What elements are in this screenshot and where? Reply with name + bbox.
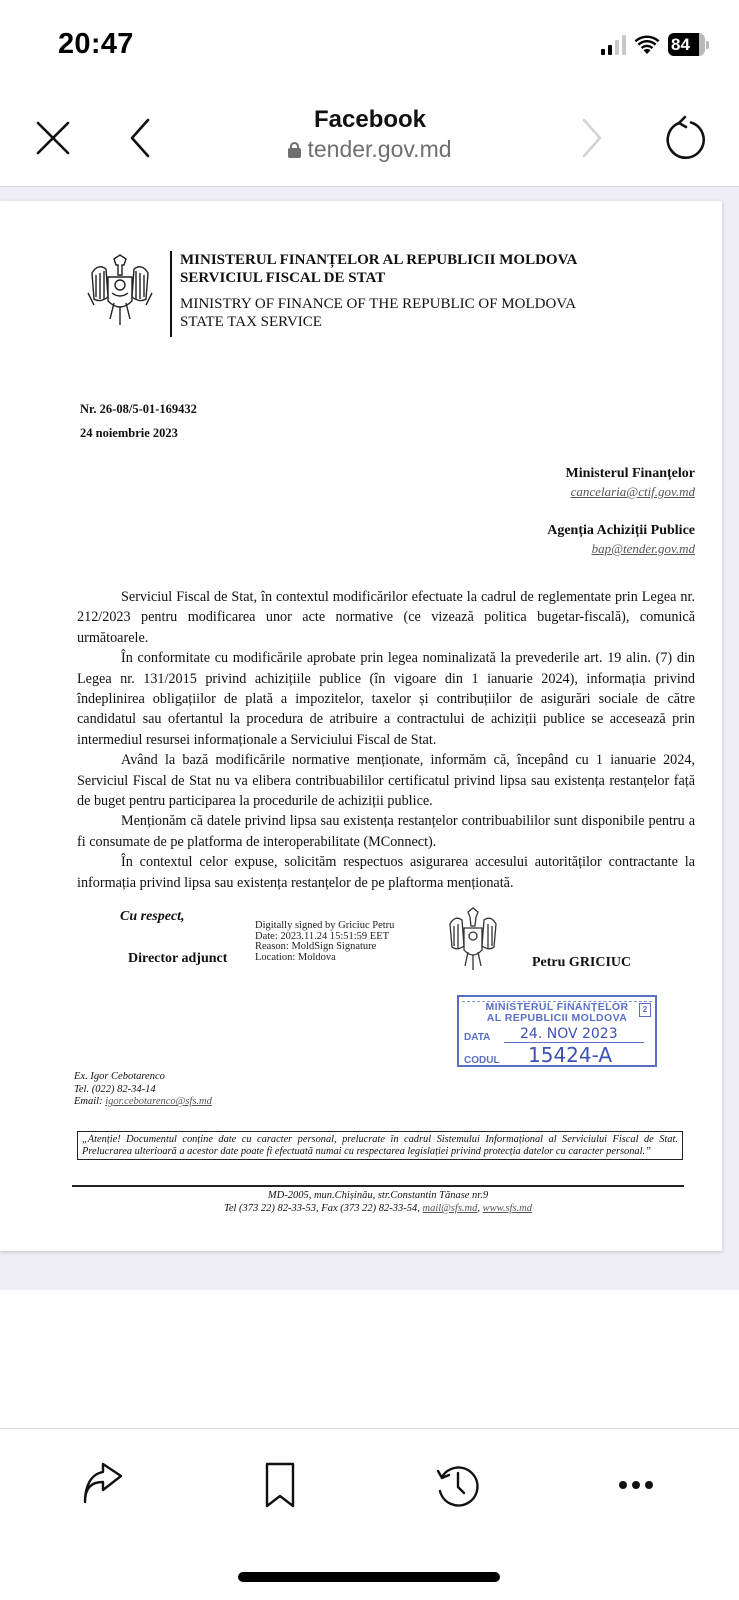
cellular-signal-icon — [601, 35, 626, 55]
stamp-code-value: 15424-A — [504, 1045, 644, 1066]
bookmark-button[interactable] — [252, 1457, 308, 1513]
body-paragraph: În contextul celor expuse, solicităm respectuos asigurarea accesului autorităților contractante la informația privind lipsa sau existența restanțelor de pe plaftorma menționată. — [77, 854, 695, 891]
document-viewer[interactable] — [0, 186, 739, 1290]
privacy-notice: „Atenție! Documentul conține date cu caracter personal, prelucrate în cadrul Sistemului Informațional al Serviciului Fiscal de Stat. Prelucrarea ulterioară a acestor date poate fi efectuată numai cu respectarea legislației privind protecția datelor cu caracter personal.” — [77, 1131, 683, 1160]
bookmark-icon — [263, 1461, 297, 1509]
recipient-name: Ministerul Finanțelor — [565, 466, 695, 481]
executor-phone: Tel. (022) 82-34-14 — [74, 1083, 156, 1095]
page-title-area[interactable] — [230, 105, 510, 163]
letterhead-en-line2: STATE TAX SERVICE — [180, 314, 322, 330]
url-text: tender.gov.md — [307, 136, 452, 162]
stamp-line2: AL REPUBLICII MOLDOVA — [486, 1012, 628, 1024]
status-bar — [0, 0, 739, 90]
letterhead — [84, 251, 577, 337]
body-paragraph: În conformitate cu modificările aprobate prin legea nominalizată la prevederile art. 19 alin. (7) din Legea nr. 131/2015 privind achizițiile publice (în vigoare din 1 ianuarie 2024), informația privind îndeplinirea obligațiilor de plată a impozitelor, taxelor și contribuțiilor de asigurări sociale de către candidatul sau ofertantul la procedura de atribuire a contractului de achiziții publice se accesează prin intermediul resursei informaționale a Serviciului Fiscal de Stat. — [77, 650, 695, 748]
stamp-box-number: 2 — [639, 1003, 651, 1017]
home-indicator[interactable] — [238, 1572, 500, 1582]
executor-email-label: Email: — [74, 1096, 106, 1108]
bottom-toolbar — [0, 1428, 739, 1538]
body-paragraph: Menționăm că datele privind lipsa sau existența restanțelor contribuabililor sunt disponibile pentru a fi consumate de pe platforma de interoperabilitate (MConnect). — [77, 813, 695, 850]
share-button[interactable] — [76, 1457, 132, 1513]
recipient-email-link[interactable]: bap@tender.gov.md — [591, 541, 695, 556]
footer-website-link[interactable]: www.sfs.md — [482, 1203, 533, 1214]
close-button[interactable] — [32, 117, 74, 159]
footer-address: MD-2005, mun.Chișinău, str.Constantin Tănase nr.9 — [267, 1190, 489, 1201]
recipients — [547, 465, 695, 579]
executor-name: Ex. Igor Cebotarenco — [74, 1071, 165, 1082]
dsig-line: Date: 2023.11.24 15:51:59 EET — [255, 930, 390, 942]
reload-button[interactable] — [660, 113, 710, 163]
executor-email-row — [74, 1096, 212, 1109]
status-time: 20:47 — [58, 28, 134, 60]
back-button[interactable] — [122, 115, 158, 161]
digital-signature-info — [255, 921, 394, 963]
signature-seal-icon — [444, 906, 502, 976]
history-button[interactable] — [430, 1457, 486, 1513]
letterhead-text — [180, 251, 577, 331]
share-icon — [81, 1462, 127, 1508]
dsig-line: Digitally signed by Griciuc Petru — [255, 920, 395, 931]
history-icon — [434, 1461, 482, 1509]
body-paragraph: Având la bază modificările normative menționate, informăm că, începând cu 1 ianuarie 2024, Serviciul Fiscal de Stat nu va elibera contribuabililor certificatul privind lipsa sau existența restanțelor față de buget pentru participarea la procedurile de achiziții publice. — [77, 752, 695, 810]
letterhead-ro-line2: SERVICIUL FISCAL DE STAT — [180, 270, 386, 286]
footer-divider — [72, 1185, 684, 1187]
wifi-icon — [634, 35, 660, 55]
stamp-code-label: CODUL — [464, 1055, 500, 1066]
letterhead-en-line1: MINISTRY OF FINANCE OF THE REPUBLIC OF MOLDOVA — [180, 296, 577, 312]
footer-mail-link[interactable]: mail@sfs.md — [422, 1203, 478, 1214]
more-icon — [618, 1479, 654, 1491]
letter-body — [77, 587, 695, 893]
close-x-icon — [36, 121, 70, 155]
document-page — [0, 201, 722, 1251]
status-icons — [601, 33, 709, 56]
reference-block — [80, 397, 197, 445]
letterhead-divider — [170, 251, 172, 337]
page-title: Facebook — [313, 106, 427, 133]
stamp-line1: MINISTERUL FINANȚELOR — [485, 1001, 629, 1013]
letterhead-ro-line1: MINISTERUL FINANȚELOR AL REPUBLICII MOLDOVA — [180, 252, 578, 268]
recipient-item — [547, 522, 695, 557]
dsig-line: Reason: MoldSign Signature — [255, 941, 377, 952]
recipient-email-link[interactable]: cancelaria@ctif.gov.md — [570, 484, 695, 499]
stamp-date-label: DATA — [464, 1032, 491, 1043]
registration-stamp — [457, 995, 657, 1067]
chevron-left-icon — [129, 118, 151, 158]
chevron-right-icon — [581, 118, 603, 158]
url-display[interactable] — [288, 135, 451, 163]
battery-icon — [668, 33, 709, 56]
recipient-item — [547, 465, 695, 500]
body-paragraph: Serviciul Fiscal de Stat, în contextul modificărilor efectuate la cadrul de reglementate prin Legea nr. 212/2023 pentru modificarea unor acte normative (ce vizează politica bugetar-fiscală), comunică următoarele. — [77, 589, 695, 646]
stamp-date-value: 24. NOV 2023 — [504, 1026, 644, 1043]
signer-position: Director adjunct — [128, 951, 228, 966]
document-footer — [72, 1189, 684, 1215]
stamp-date-row — [459, 1026, 655, 1043]
battery-level: 84 — [668, 33, 705, 56]
coat-of-arms-icon — [84, 253, 156, 333]
recipient-name: Agenția Achiziții Publice — [547, 523, 695, 538]
signer-name: Petru GRICIUC — [532, 955, 632, 970]
executor-email-link[interactable]: igor.cebotarenco@sfs.md — [105, 1096, 212, 1108]
executor-info — [74, 1071, 212, 1109]
more-button[interactable] — [608, 1457, 664, 1513]
footer-contacts — [72, 1202, 684, 1215]
footer-phone-fax: Tel (373 22) 82-33-53, Fax (373 22) 82-33-54, — [223, 1203, 423, 1214]
lock-icon — [288, 142, 301, 158]
footer-separator: , — [477, 1203, 483, 1214]
browser-nav-bar — [0, 95, 739, 185]
dsig-line: Location: Moldova — [255, 951, 336, 963]
reference-date: 24 noiembrie 2023 — [80, 426, 178, 440]
reload-icon — [663, 115, 707, 161]
stamp-code-row — [459, 1045, 655, 1066]
reference-number: Nr. 26-08/5-01-169432 — [80, 402, 197, 416]
forward-button[interactable] — [574, 115, 610, 161]
closing-salutation: Cu respect, — [120, 909, 185, 924]
